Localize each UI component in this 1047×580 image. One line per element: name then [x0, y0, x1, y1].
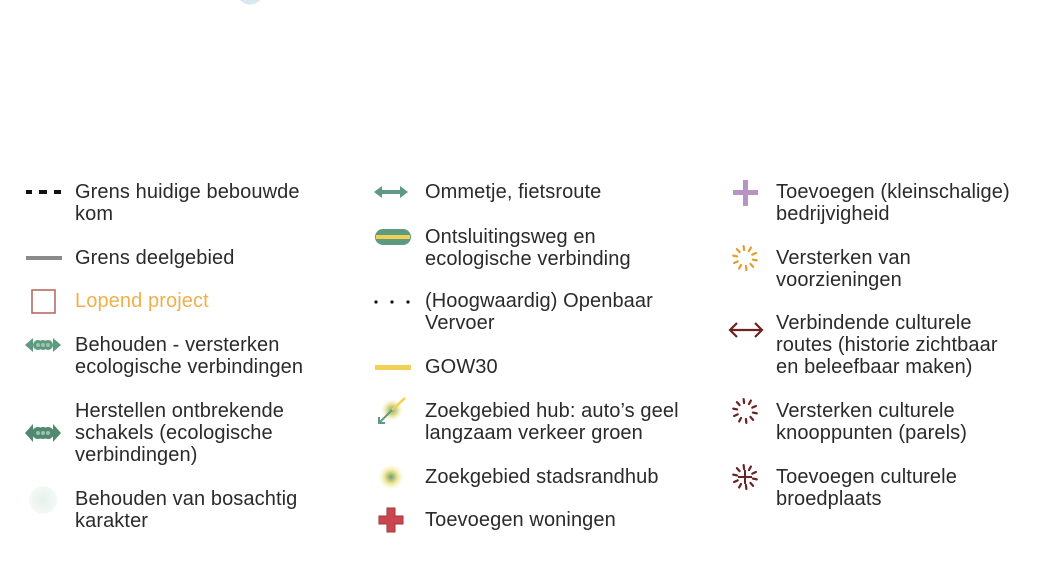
maroon-burst-icon: [727, 393, 767, 429]
legend-label-line: Ontsluitingsweg en: [425, 226, 596, 248]
grey-line-icon: [25, 240, 65, 276]
black-dashed-line-icon: [25, 174, 65, 210]
legend-label-line: Zoekgebied hub: auto’s geel: [425, 400, 679, 422]
legend-label-line: Grens huidige bebouwde: [75, 181, 300, 203]
legend-label-line: routes (historie zichtbaar: [776, 334, 998, 356]
legend-label-line: GOW30: [425, 356, 498, 378]
legend-label-line: langzaam verkeer groen: [425, 422, 643, 444]
legend-label-line: Vervoer: [425, 312, 495, 334]
legend-label: [776, 181, 1010, 225]
legend-label-line: karakter: [75, 510, 149, 532]
yellow-line-icon: [373, 349, 413, 385]
legend-label-line: Behouden - versterken: [75, 334, 280, 356]
purple-plus-icon: [727, 174, 767, 210]
maroon-double-arrow-icon: [727, 312, 767, 348]
legend-label: [425, 290, 653, 334]
map-fragment: [236, 0, 266, 8]
legend-label-line: knooppunten (parels): [776, 422, 968, 444]
legend-label-line: ecologische verbindingen: [75, 356, 304, 378]
orange-burst-icon: [727, 240, 767, 276]
hub-circle-icon: [373, 459, 413, 495]
maroon-burst-plus-icon: [727, 459, 767, 495]
legend-label-line: Herstellen ontbrekende: [75, 400, 284, 422]
legend-label: [75, 290, 209, 312]
legend-label-line: Lopend project: [75, 290, 209, 312]
legend-label: [425, 226, 631, 270]
legend-label: [425, 181, 601, 203]
legend-label-line: broedplaats: [776, 488, 882, 510]
legend-label: [776, 400, 967, 444]
legend-label-line: kom: [75, 203, 114, 225]
red-plus-icon: [373, 502, 413, 538]
pale-green-circle-icon: [25, 481, 65, 517]
legend-label: [75, 400, 284, 466]
legend-label-line: Grens deelgebied: [75, 247, 235, 269]
green-yellow-road-icon: [373, 219, 413, 255]
legend-label-line: Toevoegen culturele: [776, 466, 957, 488]
legend-label-line: voorzieningen: [776, 269, 902, 291]
legend-label: [75, 247, 235, 269]
green-chain-arrow-icon: [25, 327, 65, 363]
legend-label: [425, 509, 616, 531]
legend-label-line: en beleefbaar maken): [776, 356, 973, 378]
dotted-line-icon: [373, 283, 413, 319]
dark-green-chain-arrow-icon: [25, 415, 65, 451]
legend-label-line: Toevoegen woningen: [425, 509, 616, 531]
legend-label: [75, 334, 303, 378]
hub-arrow-icon: [373, 393, 413, 429]
legend-label: [776, 466, 957, 510]
legend-label-line: Behouden van bosachtig: [75, 488, 298, 510]
legend-label: [776, 247, 911, 291]
green-double-arrow-icon: [373, 174, 413, 210]
legend-label: [75, 181, 300, 225]
legend-label: [425, 400, 679, 444]
legend-label: [75, 488, 297, 532]
legend-label: [425, 466, 659, 488]
legend-label: [776, 312, 998, 378]
legend-label-line: (Hoogwaardig) Openbaar: [425, 290, 653, 312]
red-square-outline-icon: [25, 283, 65, 319]
legend-label-line: bedrijvigheid: [776, 203, 890, 225]
legend-label-line: Zoekgebied stadsrandhub: [425, 466, 659, 488]
legend-label-line: Versterken van: [776, 247, 911, 269]
legend-label-line: schakels (ecologische: [75, 422, 273, 444]
legend-label-line: ecologische verbinding: [425, 248, 631, 270]
legend-label-line: Verbindende culturele: [776, 312, 972, 334]
legend-label: [425, 356, 498, 378]
legend-label-line: Versterken culturele: [776, 400, 955, 422]
legend-label-line: Toevoegen (kleinschalige): [776, 181, 1010, 203]
legend-label-line: Ommetje, fietsroute: [425, 181, 602, 203]
legend-label-line: verbindingen): [75, 444, 198, 466]
